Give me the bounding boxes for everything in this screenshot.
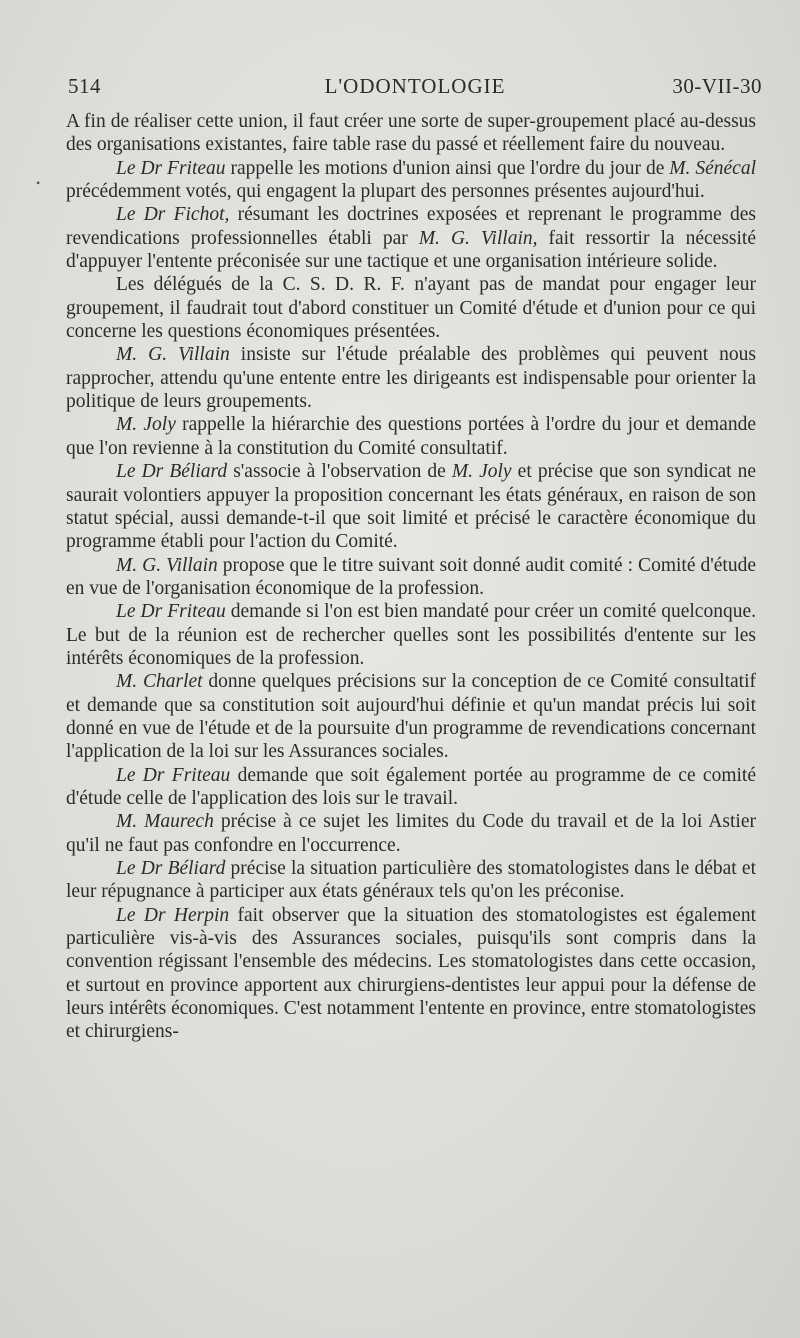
page-number: 514 (68, 74, 101, 98)
speaker-name: M. G. Villain, (418, 227, 538, 249)
paragraph-text: rappelle les motions d'union ainsi que l'ordre du jour de (225, 157, 670, 179)
paragraph-text: propose que le titre suivant soit donné audit comité : Comité d'étude en vue de l'organisation économique de la profession. (66, 554, 756, 599)
paragraph-text: précédemment votés, qui engagent la plupart des personnes présentes aujourd'hui. (66, 181, 705, 203)
paragraph (66, 343, 756, 413)
paragraph-text: fait ressortir la nécessité d'appuyer l'entente préconisée sur une tactique et une organisation intérieure solide. (66, 227, 756, 273)
paragraph (66, 857, 756, 904)
paragraph-text: et précise que son syndicat ne saurait volontiers appuyer la proposition concernant les états généraux, en raison de son statut spécial, aussi demande-t-il que soit limité et précisé le caractère économique du programme établi pour l'action du Comité. (66, 461, 756, 553)
paragraph-text: demande que soit également portée au programme de ce comité d'étude celle de l'application des lois sur le travail. (66, 764, 756, 809)
paragraph-text: résumant les doctrines exposées et reprenant le programme des revendications professionnelles établi par (66, 204, 756, 249)
speaker-name: Le Dr Béliard (116, 461, 228, 483)
paragraph (66, 203, 756, 273)
speaker-name: M. G. Villain (116, 344, 230, 366)
speaker-name: Le Dr Herpin (116, 904, 230, 926)
paragraph-text: rappelle la hiérarchie des questions portées à l'ordre du jour et demande que l'on revienne à la constitution du Comité consultatif. (66, 414, 756, 459)
paragraph-text: A fin de réaliser cette union, il faut créer une sorte de super-groupement placé au-dessus des organisations existantes, faire table rase du passé et réellement faire du nouveau. (66, 111, 756, 156)
paragraph-text: fait observer que la situation des stomatologistes est également particulière vis-à-vis des Assurances sociales, puisqu'ils sont compris dans la convention régissant l'ensemble des médecins. Les stomatologistes dans cette occasion, et surtout en province apportent aux chirurgiens-dentistes leur appui pour la défense de leurs intérêts économiques. C'est notamment l'entente en province, entre stomatologistes et chirurgiens- (66, 904, 756, 1043)
paragraph (66, 904, 756, 1044)
paragraph-text: précise à ce sujet les limites du Code du travail et de la loi Astier qu'il ne faut pas confondre en l'occurrence. (66, 811, 756, 856)
journal-title: L'ODONTOLOGIE (324, 74, 506, 98)
issue-date: 30-VII-30 (672, 74, 762, 98)
paragraph-text: insiste sur l'étude préalable des problèmes qui peuvent nous rapprocher, attendu qu'une entente entre les dirigeants est indispensable pour orienter la politique de leurs groupements. (66, 344, 756, 413)
speaker-name: Le Dr Friteau (116, 157, 226, 179)
running-header (68, 74, 762, 102)
paragraph (66, 554, 756, 601)
paragraph (66, 110, 756, 157)
paragraph (66, 670, 756, 763)
paragraph-text: Les délégués de la C. S. D. R. F. n'ayant pas de mandat pour engager leur groupement, il faudrait tout d'abord constituer un Comité d'étude et d'union pour ce qui concerne les questions économiques présentées. (66, 274, 756, 343)
paragraph-text: précise la situation particulière des stomatologistes dans le débat et leur répugnance à participer aux états généraux tels qu'on les préconise. (66, 858, 756, 903)
paragraph-text: s'associe à l'observation de (227, 461, 452, 483)
paragraph (66, 273, 756, 343)
paragraph (66, 764, 756, 811)
paragraph (66, 157, 756, 204)
speaker-name: Le Dr Fichot, (116, 204, 230, 226)
paragraph (66, 413, 756, 460)
paragraph-text: donne quelques précisions sur la conception de ce Comité consultatif et demande que sa constitution soit aujourd'hui définie et qu'un mandat précis lui soit donné en vue de l'étude et de la poursuite d'un programme de revendications concernant l'application de la loi sur les Assurances sociales. (66, 671, 756, 763)
paragraph (66, 600, 756, 670)
speaker-name: M. Sénécal (669, 157, 756, 179)
paragraph (66, 460, 756, 553)
speaker-name: M. Maurech (116, 811, 214, 833)
margin-mark: • (36, 176, 41, 190)
paragraph (66, 810, 756, 857)
body-text (66, 110, 756, 1044)
speaker-name: Le Dr Béliard (116, 858, 226, 879)
paragraph-text: demande si l'on est bien mandaté pour créer un comité quelconque. Le but de la réunion est de rechercher quelles sont les possibilités d'entente sur les intérêts économiques de la profession. (66, 601, 756, 669)
speaker-name: M. Joly (451, 461, 512, 483)
speaker-name: M. Charlet (116, 671, 203, 693)
speaker-name: M. Joly (116, 414, 176, 436)
speaker-name: Le Dr Friteau (116, 764, 231, 786)
speaker-name: M. G. Villain (116, 554, 218, 576)
speaker-name: Le Dr Friteau (116, 601, 226, 623)
